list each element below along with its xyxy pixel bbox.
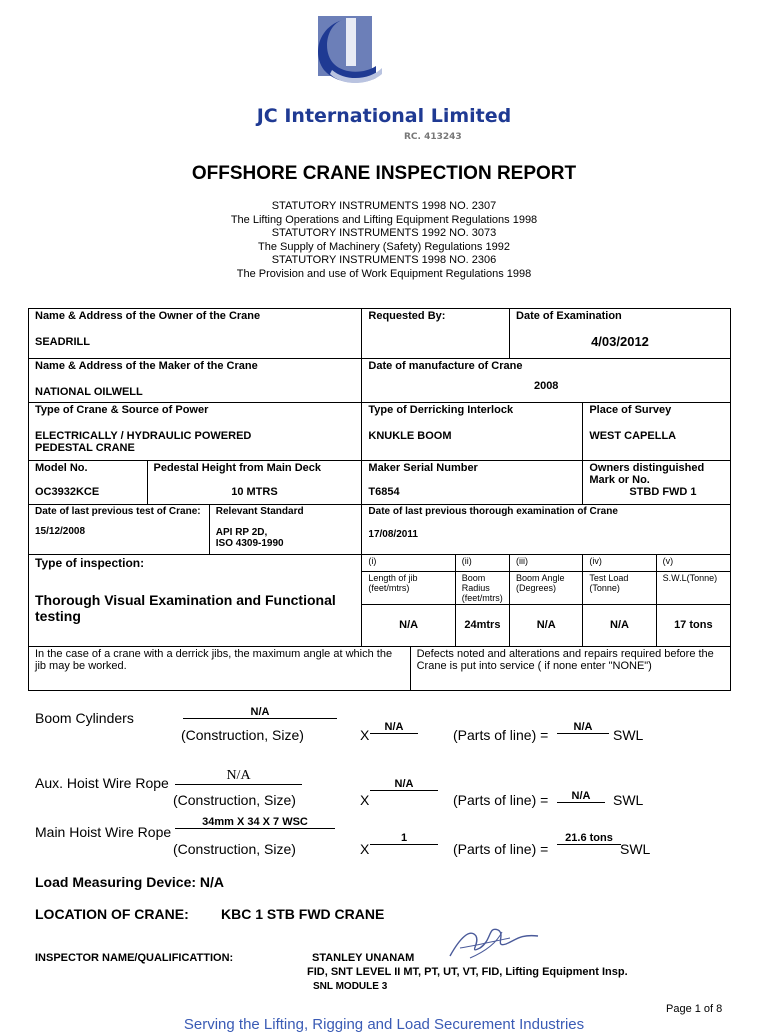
exam-date-value: 4/03/2012 (591, 334, 649, 349)
regulation-line: STATUTORY INSTRUMENTS 1998 NO. 2306 (271, 254, 497, 266)
col-num: (iii) (510, 555, 583, 572)
crane-type-label: Type of Crane & Source of Power (35, 404, 209, 416)
aux-parts-value: N/A (557, 790, 605, 803)
owner-label: Name & Address of the Owner of the Crane (35, 310, 261, 322)
survey-cell (583, 403, 731, 461)
serial-value: T6854 (368, 486, 400, 498)
main-parts-label: (Parts of line) = (453, 841, 549, 857)
col-label: Boom Radius (feet/mtrs) (455, 571, 509, 604)
inspector-module: SNL MODULE 3 (313, 981, 388, 992)
col-value: N/A (583, 604, 656, 646)
standard-label: Relevant Standard (215, 506, 304, 517)
page-number: Page 1 of 8 (666, 1003, 723, 1015)
col-value: 17 tons (656, 604, 730, 646)
last-exam-value: 17/08/2011 (368, 529, 418, 540)
manufacture-value: 2008 (533, 380, 559, 392)
serial-label: Maker Serial Number (368, 462, 478, 474)
boom-x: X (360, 727, 370, 743)
col-label: Test Load (Tonne) (583, 571, 656, 604)
boom-parts-label: (Parts of line) = (453, 727, 549, 743)
standard-value-1: API RP 2D, (215, 527, 268, 538)
load-measuring-device: Load Measuring Device: N/A (35, 874, 225, 890)
pedestal-value: 10 MTRS (231, 486, 278, 498)
last-exam-cell (362, 505, 731, 555)
main-parts-value: 21.6 tons (557, 832, 621, 845)
inspector-label: INSPECTOR NAME/QUALIFICATTION: (35, 952, 234, 964)
regulation-line: The Supply of Machinery (Safety) Regulations 1992 (258, 240, 510, 253)
jc-logo-icon (312, 12, 384, 84)
aux-x-value: N/A (370, 778, 438, 791)
crane-details-table (28, 308, 731, 691)
exam-date-cell (510, 309, 731, 359)
derrick-note: In the case of a crane with a derrick jibs, the maximum angle at which the jib may be worked. (29, 646, 411, 690)
survey-value: WEST CAPELLA (589, 430, 677, 442)
company-name: JC International Limited (256, 105, 512, 127)
col-label: Boom Angle (Degrees) (510, 571, 583, 604)
interlock-value: KNUKLE BOOM (368, 430, 452, 442)
last-test-cell (29, 505, 210, 555)
manufacture-cell (362, 359, 731, 403)
maker-value: NATIONAL OILWELL (35, 386, 143, 398)
manufacture-label: Date of manufacture of Crane (368, 360, 523, 372)
inspection-type-label: Type of inspection: (29, 555, 362, 572)
serial-cell (362, 461, 583, 505)
interlock-cell (362, 403, 583, 461)
requested-by-label: Requested By: (362, 309, 510, 359)
boom-cylinders-label: Boom Cylinders (35, 710, 134, 726)
model-cell (29, 461, 148, 505)
regulation-line: STATUTORY INSTRUMENTS 1998 NO. 2307 (271, 200, 497, 212)
main-swl: SWL (620, 841, 651, 857)
aux-construction-value: N/A (175, 768, 302, 785)
owner-cell (29, 309, 362, 359)
defects-note: Defects noted and alterations and repairs required before the Crane is put into service ( if none enter "NONE") (410, 646, 730, 690)
location-label: LOCATION OF CRANE: (35, 906, 189, 922)
signature-icon (440, 918, 540, 966)
aux-hoist-label: Aux. Hoist Wire Rope (35, 775, 169, 791)
col-label: Length of jib (feet/mtrs) (362, 571, 455, 604)
col-label: S.W.L(Tonne) (656, 571, 730, 604)
col-num: (v) (656, 555, 730, 572)
mark-cell (583, 461, 731, 505)
aux-swl: SWL (613, 792, 644, 808)
maker-cell (29, 359, 362, 403)
rc-number: RC. 413243 (404, 132, 462, 142)
standard-value-2: ISO 4309-1990 (215, 538, 284, 549)
model-label: Model No. (35, 462, 88, 474)
standard-cell (209, 505, 362, 555)
last-test-value: 15/12/2008 (35, 526, 86, 537)
aux-x: X (360, 792, 370, 808)
crane-type-value: ELECTRICALLY / HYDRAULIC POWERED PEDESTAL CRANE (35, 430, 252, 454)
aux-parts-label: (Parts of line) = (453, 792, 549, 808)
last-test-label: Date of last previous test of Crane: (35, 506, 201, 517)
col-value: N/A (510, 604, 583, 646)
mark-label: Owners distinguished Mark or No. (589, 462, 705, 486)
pedestal-label: Pedestal Height from Main Deck (153, 462, 321, 474)
col-value: 24mtrs (455, 604, 509, 646)
regulation-line: STATUTORY INSTRUMENTS 1992 NO. 3073 (271, 227, 497, 239)
model-value: OC3932KCE (35, 486, 100, 498)
maker-label: Name & Address of the Maker of the Crane (35, 360, 258, 372)
mark-value: STBD FWD 1 (629, 486, 697, 498)
col-num: (ii) (455, 555, 509, 572)
col-num: (i) (362, 555, 455, 572)
location-value: KBC 1 STB FWD CRANE (221, 906, 385, 922)
regulation-line: The Provision and use of Work Equipment Regulations 1998 (236, 267, 532, 280)
boom-construction-value: N/A (183, 706, 337, 719)
boom-parts-value: N/A (557, 721, 609, 734)
main-construction-value: 34mm X 34 X 7 WSC (175, 816, 335, 829)
main-x-value: 1 (370, 832, 438, 845)
interlock-label: Type of Derricking Interlock (368, 404, 514, 416)
boom-construction-label: (Construction, Size) (181, 727, 304, 743)
main-construction-label: (Construction, Size) (173, 841, 296, 857)
boom-x-value: N/A (370, 721, 418, 734)
col-value: N/A (362, 604, 455, 646)
regulations-list (0, 200, 768, 281)
inspector-qualification: FID, SNT LEVEL II MT, PT, UT, VT, FID, Lifting Equipment Insp. (307, 966, 628, 978)
survey-label: Place of Survey (589, 404, 672, 416)
main-hoist-label: Main Hoist Wire Rope (35, 824, 172, 840)
exam-date-label: Date of Examination (516, 310, 622, 322)
owner-value: SEADRILL (35, 336, 90, 348)
last-exam-label: Date of last previous thorough examination of Crane (368, 506, 618, 517)
inspection-type-value: Thorough Visual Examination and Functional testing (29, 571, 362, 646)
crane-type-cell (29, 403, 362, 461)
pedestal-cell (147, 461, 362, 505)
report-title: OFFSHORE CRANE INSPECTION REPORT (191, 163, 577, 184)
aux-construction-label: (Construction, Size) (173, 792, 296, 808)
inspector-name: STANLEY UNANAM (312, 952, 415, 964)
boom-swl: SWL (613, 727, 644, 743)
regulation-line: The Lifting Operations and Lifting Equipment Regulations 1998 (230, 213, 538, 226)
footer-slogan: Serving the Lifting, Rigging and Load Securement Industries (183, 1016, 585, 1033)
col-num: (iv) (583, 555, 656, 572)
main-x: X (360, 841, 370, 857)
